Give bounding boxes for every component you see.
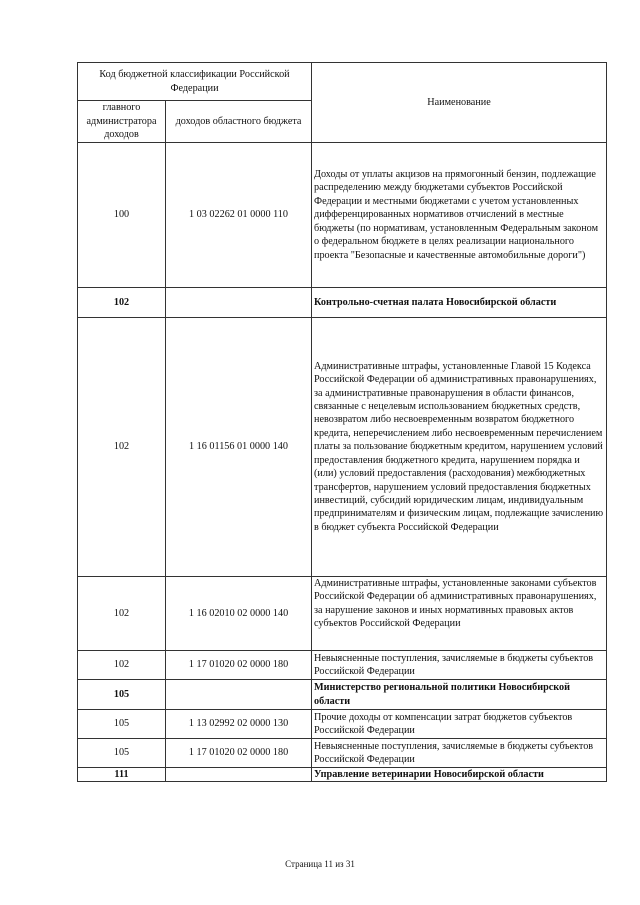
header-code-group: Код бюджетной классификации Российской Федерации xyxy=(78,63,312,101)
cell-name: Невыясненные поступления, зачисляемые в бюджеты субъектов Российской Федерации xyxy=(312,651,607,680)
cell-admin: 105 xyxy=(78,680,166,710)
cell-admin: 102 xyxy=(78,651,166,680)
table-row xyxy=(78,288,607,318)
cell-name: Министерство региональной политики Новосибирской области xyxy=(312,680,607,710)
table-row xyxy=(78,710,607,739)
table-row xyxy=(78,577,607,651)
table-row xyxy=(78,651,607,680)
cell-name: Контрольно-счетная палата Новосибирской области xyxy=(312,288,607,318)
header-row xyxy=(78,63,607,101)
cell-admin: 102 xyxy=(78,288,166,318)
cell-admin: 111 xyxy=(78,768,166,782)
header-name: Наименование xyxy=(312,63,607,143)
cell-code: 1 16 01156 01 0000 140 xyxy=(166,318,312,577)
cell-name: Административные штрафы, установленные Главой 15 Кодекса Российской Федерации об административных правонарушениях, за административные правонарушения в области финансов, связанные с нецелевым использованием бюджетных средств, невозвратом либо несвоевременным возвратом бюджетного кредита, неперечислением либо несвоевременным перечислением платы за пользование бюджетным кредитом, нарушением условий предоставления бюджетного кредита, нарушением порядка и (или) условий предоставления (расходования) межбюджетных трансфертов, нарушением условий предоставления бюджетных инвестиций, субсидий юридическим лицам, индивидуальным предпринимателям и физическим лицам, подлежащие зачислению в бюджет субъекта Российской Федерации xyxy=(312,318,607,577)
cell-code: 1 17 01020 02 0000 180 xyxy=(166,739,312,768)
cell-name: Административные штрафы, установленные законами субъектов Российской Федерации об административных правонарушениях, за нарушение законов и иных нормативных правовых актов субъектов Российской Федерации xyxy=(312,577,607,651)
table-row xyxy=(78,680,607,710)
page-number: Страница 11 из 31 xyxy=(285,859,355,869)
table-row xyxy=(78,143,607,288)
cell-admin: 102 xyxy=(78,318,166,577)
table-row xyxy=(78,318,607,577)
header-income: доходов областного бюджета xyxy=(166,101,312,143)
cell-code xyxy=(166,680,312,710)
cell-name: Невыясненные поступления, зачисляемые в бюджеты субъектов Российской Федерации xyxy=(312,739,607,768)
cell-name: Управление ветеринарии Новосибирской области xyxy=(312,768,607,782)
table-row xyxy=(78,739,607,768)
cell-code: 1 17 01020 02 0000 180 xyxy=(166,651,312,680)
cell-admin: 105 xyxy=(78,739,166,768)
cell-code: 1 16 02010 02 0000 140 xyxy=(166,577,312,651)
cell-admin: 102 xyxy=(78,577,166,651)
cell-name: Доходы от уплаты акцизов на прямогонный бензин, подлежащие распределению между бюджетами субъектов Российской Федерации и местными бюджетами с учетом установленных дифференцированных нормативов отчислений в местные бюджеты (по нормативам, установленным Федеральным законом о федеральном бюджете в целях реализации национального проекта "Безопасные и качественные автомобильные дороги") xyxy=(312,143,607,288)
cell-code: 1 03 02262 01 0000 110 xyxy=(166,143,312,288)
cell-name: Прочие доходы от компенсации затрат бюджетов субъектов Российской Федерации xyxy=(312,710,607,739)
header-admin: главного администратора доходов xyxy=(78,101,166,143)
cell-code: 1 13 02992 02 0000 130 xyxy=(166,710,312,739)
budget-classification-table xyxy=(77,62,607,782)
cell-code xyxy=(166,768,312,782)
table-row xyxy=(78,768,607,782)
cell-admin: 100 xyxy=(78,143,166,288)
cell-admin: 105 xyxy=(78,710,166,739)
cell-code xyxy=(166,288,312,318)
